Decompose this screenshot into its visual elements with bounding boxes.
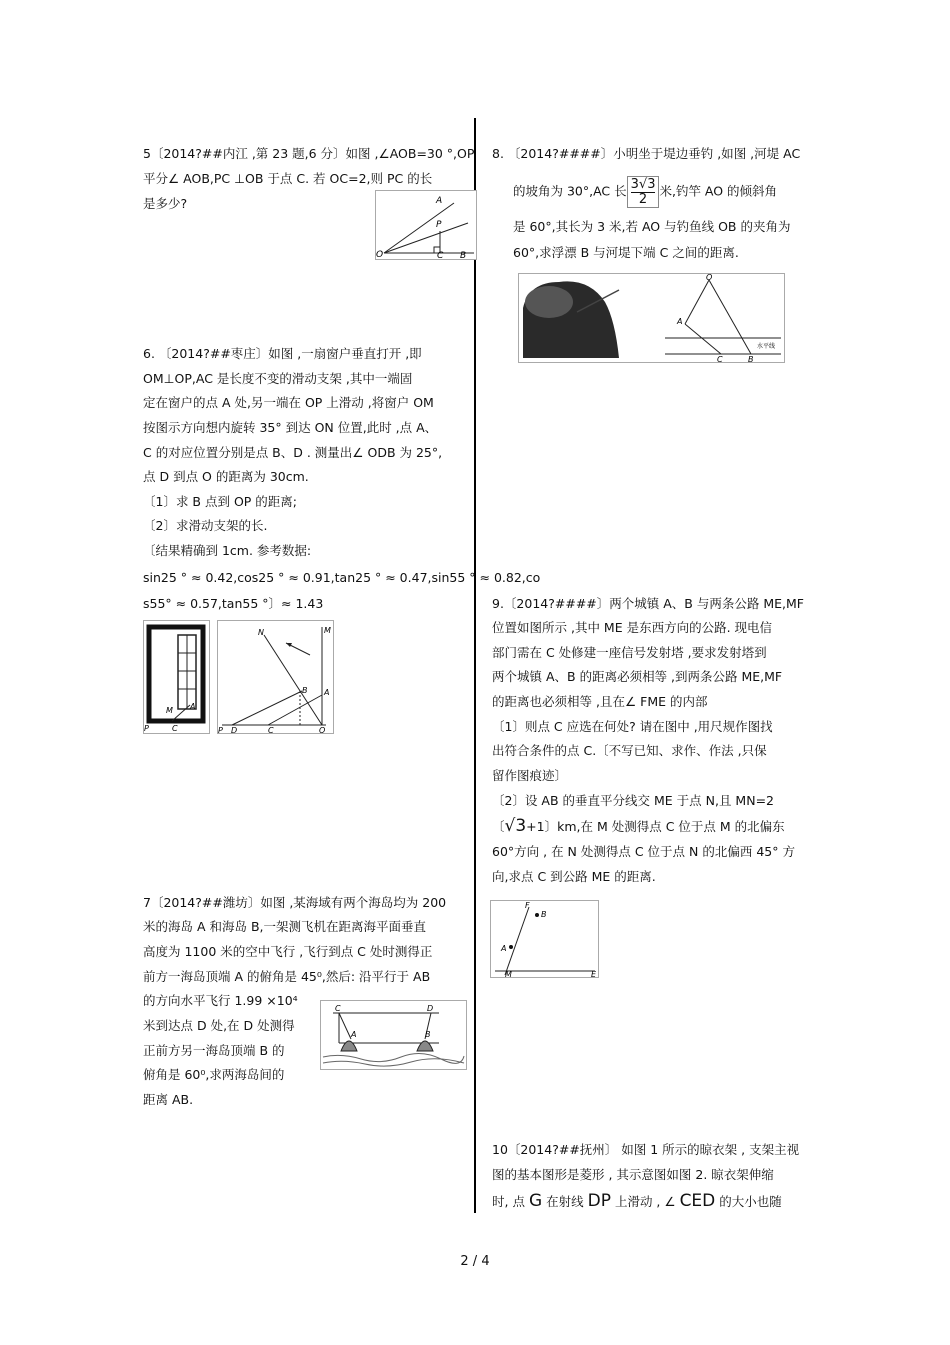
fig9-label-m: M — [505, 970, 512, 978]
q6-line-6: 点 D 到点 O 的距离为 30cm. — [143, 469, 309, 484]
q9-line-12: 向,求点 C 到公路 ME 的距离. — [492, 869, 656, 884]
q7-line-5: 的方向水平飞行 1.99 ×10⁴ — [143, 993, 298, 1008]
fig6b-label-a: A — [324, 688, 330, 697]
q9-line-5: 的距离也必须相等 ,且在∠ FME 的内部 — [492, 694, 708, 709]
q9-line-10-end: +1〕km,在 M 处测得点 C 位于点 M 的北偏东 — [526, 819, 785, 834]
fig9-label-b: B — [541, 910, 547, 919]
fig7-label-d: D — [427, 1004, 434, 1013]
q10-line-3 — [492, 1193, 782, 1210]
q9-line-7: 出符合条件的点 C.〔不写已知、求作、作法 ,只保 — [492, 743, 767, 758]
fraction-denominator: 2 — [631, 192, 656, 207]
fig8-label-water-line: 水平线 — [757, 343, 776, 350]
fig8-label-o: O — [706, 273, 713, 282]
q9-line-9: 〔2〕设 AB 的垂直平分线交 ME 于点 N,且 MN=2 — [492, 793, 774, 808]
q10-line-2: 图的基本图形是菱形 , 其示意图如图 2. 晾衣架伸缩 — [492, 1167, 774, 1182]
fig5-label-a: A — [436, 196, 443, 206]
fishing-figure — [518, 273, 785, 363]
q5-line-1: 5〔2014?##内江 ,第 23 题,6 分〕如图 ,∠AOB=30 °,OP — [143, 146, 475, 161]
q6-line-8: 〔2〕求滑动支架的长. — [143, 518, 268, 533]
q6-line-5: C 的对应位置分别是点 B、D . 测量出∠ ODB 为 25°, — [143, 445, 443, 460]
fig6b-label-n: N — [258, 628, 264, 637]
q9-line-3: 部门需在 C 处修建一座信号发射塔 ,要求发射塔到 — [492, 645, 767, 660]
q9-line-11: 60°方向 , 在 N 处测得点 C 位于点 N 的北偏西 45° 方 — [492, 844, 795, 859]
q8-line-2-end: 米,钓竿 AO 的倾斜角 — [659, 183, 778, 199]
column-divider — [474, 118, 476, 1213]
q10-line-3-a: 时, 点 — [492, 1194, 525, 1209]
q9-line-10-start: 〔 — [492, 819, 505, 834]
q6-line-7: 〔1〕求 B 点到 OP 的距离; — [143, 494, 298, 509]
fig8-label-a: A — [677, 317, 683, 326]
q7-line-3: 高度为 1100 米的空中飞行 ,飞行到点 C 处时测得正 — [143, 944, 433, 959]
angle-ced: CED — [679, 1191, 716, 1211]
q10-line-3-b: 在射线 — [546, 1194, 584, 1209]
fig5-label-b: B — [460, 251, 467, 260]
q6-reference-data-2: s55° ≈ 0.57,tan55 °〕≈ 1.43 — [143, 596, 324, 611]
q9-line-1: 9.〔2014?####〕两个城镇 A、B 与两条公路 ME,MF — [492, 596, 804, 611]
q7-line-6: 米到达点 D 处,在 D 处测得 — [143, 1018, 295, 1033]
q6-reference-data-1: sin25 ° ≈ 0.42,cos25 ° ≈ 0.91,tan25 ° ≈ 0.47,sin55 ° ≈ 0.82,co — [143, 570, 541, 585]
page-number: 2 / 4 — [460, 1254, 490, 1269]
fig8-label-c: C — [717, 355, 723, 363]
point-g: G — [528, 1191, 543, 1211]
q7-line-4: 前方一海岛顶端 A 的俯角是 45⁰,然后: 沿平行于 AB — [143, 969, 431, 984]
q10-line-1: 10〔2014?##抚州〕 如图 1 所示的晾衣架 , 支架主视 — [492, 1142, 800, 1157]
window-rotation-figure — [217, 620, 334, 734]
fig6a-label-p: P — [144, 724, 149, 733]
window-photo-figure — [143, 620, 210, 734]
q6-line-2: OM⊥OP,AC 是长度不变的滑动支架 ,其中一端固 — [143, 371, 413, 386]
fig9-label-e: E — [591, 970, 597, 978]
q9-line-8: 留作图痕迹〕 — [492, 768, 568, 783]
sqrt-three: √3 — [504, 816, 527, 836]
q7-line-2: 米的海岛 A 和海岛 B,一架测飞机在距离海平面垂直 — [143, 919, 427, 934]
q6-line-4: 按图示方向想内旋转 35° 到达 ON 位置,此时 ,点 A、 — [143, 420, 438, 435]
fig6b-label-b: B — [302, 686, 308, 695]
q7-line-7: 正前方另一海岛顶端 B 的 — [143, 1043, 285, 1058]
q7-line-1: 7〔2014?##潍坊〕如图 ,某海域有两个海岛均为 200 — [143, 895, 447, 910]
q8-line-2-start: 的坡角为 30°,AC 长 — [513, 183, 627, 199]
q8-line-1: 8. 〔2014?####〕小明坐于堤边垂钓 ,如图 ,河堤 AC — [492, 146, 801, 161]
q6-line-1: 6. 〔2014?##枣庄〕如图 ,一扇窗户垂直打开 ,即 — [143, 346, 422, 361]
fig9-label-f: F — [525, 901, 530, 910]
q9-line-10 — [492, 818, 785, 835]
q5-line-3: 是多少? — [143, 196, 188, 211]
q6-line-9: 〔结果精确到 1cm. 参考数据: — [143, 543, 312, 558]
q9-line-2: 位置如图所示 ,其中 ME 是东西方向的公路. 现电信 — [492, 620, 773, 635]
fig8-label-b: B — [748, 355, 754, 363]
fig6a-label-a: A — [190, 702, 196, 711]
fig5-label-c: C — [437, 251, 444, 260]
q8-line-3: 是 60°,其长为 3 米,若 AO 与钓鱼线 OB 的夹角为 — [513, 219, 791, 234]
fig7-label-c: C — [335, 1004, 341, 1013]
q6-line-3: 定在窗户的点 A 处,另一端在 OP 上滑动 ,将窗户 OM — [143, 395, 434, 410]
q9-line-4: 两个城镇 A、B 的距离必须相等 ,到两条公路 ME,MF — [492, 669, 783, 684]
fraction-numerator: 3√3 — [630, 177, 656, 192]
fig5-label-o: O — [376, 250, 384, 260]
q8-line-2 — [513, 176, 777, 208]
fig6b-label-o: O — [319, 726, 326, 734]
fig6b-label-d: D — [231, 726, 238, 734]
fig7-label-a: A — [351, 1030, 357, 1039]
q9-line-6: 〔1〕则点 C 应选在何处? 请在图中 ,用尺规作图找 — [492, 719, 773, 734]
q10-line-3-c: 上滑动 , ∠ — [614, 1194, 676, 1209]
fig7-label-b: B — [425, 1030, 431, 1039]
q7-line-8: 俯角是 60⁰,求两海岛间的 — [143, 1067, 285, 1082]
fig6b-label-m: M — [324, 626, 331, 635]
fig6a-label-c: C — [172, 724, 178, 733]
islands-figure — [320, 1000, 467, 1070]
q8-line-4: 60°,求浮漂 B 与河堤下端 C 之间的距离. — [513, 245, 739, 260]
q5-line-2: 平分∠ AOB,PC ⊥OB 于点 C. 若 OC=2,则 PC 的长 — [143, 171, 433, 186]
fig6a-label-m: M — [166, 706, 173, 715]
fig6b-label-c: C — [268, 726, 274, 734]
q7-line-9: 距离 AB. — [143, 1092, 194, 1107]
fig5-label-p: P — [436, 220, 442, 230]
angle-bisector-figure — [375, 190, 477, 260]
towns-roads-figure — [490, 900, 599, 978]
ray-dp: DP — [587, 1191, 611, 1211]
fig9-label-a: A — [501, 944, 507, 953]
fig6b-label-p: P — [218, 726, 223, 734]
q10-line-3-d: 的大小也随 — [719, 1194, 782, 1209]
ac-length-fraction — [627, 176, 660, 208]
